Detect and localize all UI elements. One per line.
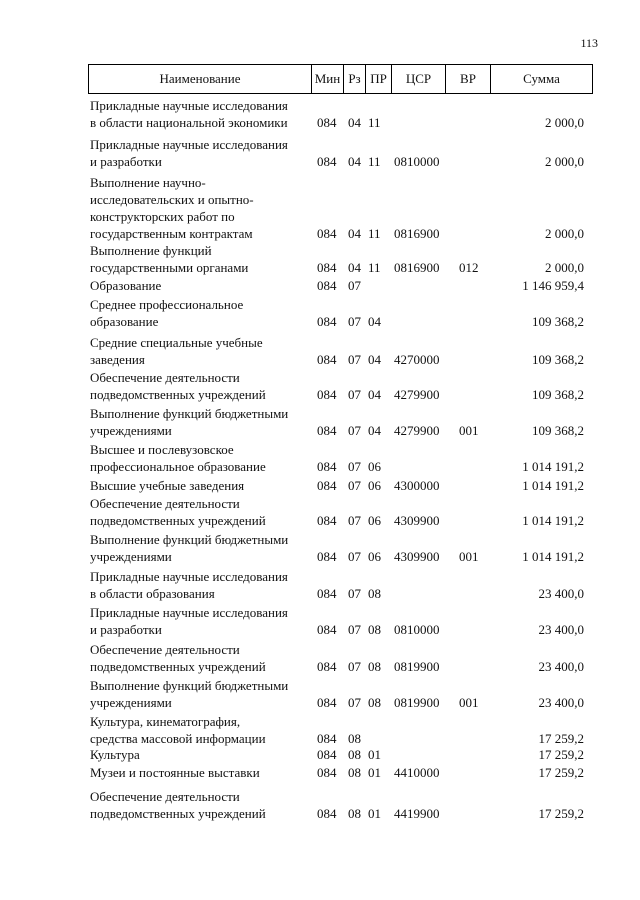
cell-pr: 06 [368,513,381,528]
cell-rz: 07 [348,278,361,293]
row-name-line: Обеспечение деятельности [90,370,240,385]
cell-csr: 4300000 [394,478,440,493]
cell-sum: 109 368,2 [532,423,584,438]
cell-rz: 07 [348,314,361,329]
row-name-line: в области национальной экономики [90,115,288,130]
cell-pr: 04 [368,352,381,367]
cell-csr: 0819900 [394,659,440,674]
cell-csr: 0819900 [394,695,440,710]
cell-sum: 23 400,0 [538,659,584,674]
cell-sum: 1 014 191,2 [522,513,584,528]
row-name [90,746,315,763]
row-name-line: Среднее профессиональное [90,297,244,312]
cell-sum: 1 014 191,2 [522,478,584,493]
cell-rz: 04 [348,260,361,275]
table-row [0,713,640,747]
row-name [90,97,315,131]
cell-sum: 17 259,2 [538,731,584,746]
header-pr: ПР [370,71,387,86]
cell-rz: 04 [348,115,361,130]
row-name-line: Выполнение функций [90,243,212,258]
cell-csr: 4279900 [394,387,440,402]
cell-pr: 04 [368,314,381,329]
table-row [0,604,640,638]
row-name [90,531,315,565]
header-vr: ВР [460,71,476,86]
cell-csr: 4410000 [394,765,440,780]
cell-sum: 1 014 191,2 [522,549,584,564]
table-row [0,242,640,276]
cell-min: 084 [317,731,337,746]
row-name-line: Высшее и послевузовское [90,442,234,457]
table-row [0,174,640,242]
row-name [90,495,315,529]
row-name [90,405,315,439]
cell-sum: 17 259,2 [538,806,584,821]
row-name-line: Прикладные научные исследования [90,98,288,113]
table-row [0,334,640,368]
cell-pr: 01 [368,806,381,821]
row-name-line: и разработки [90,154,162,169]
cell-min: 084 [317,478,337,493]
row-name-line: учреждениями [90,695,172,710]
cell-vr: 001 [459,423,479,438]
cell-pr: 01 [368,747,381,762]
cell-rz: 04 [348,154,361,169]
cell-min: 084 [317,314,337,329]
cell-pr: 06 [368,478,381,493]
cell-min: 084 [317,806,337,821]
cell-min: 084 [317,423,337,438]
table-row [0,568,640,602]
cell-pr: 08 [368,586,381,601]
row-name-line: Средние специальные учебные [90,335,263,350]
cell-min: 084 [317,513,337,528]
row-name-line: подведомственных учреждений [90,806,266,821]
cell-min: 084 [317,459,337,474]
row-name [90,713,315,747]
cell-min: 084 [317,387,337,402]
cell-rz: 08 [348,747,361,762]
row-name-line: Выполнение научно- [90,175,206,190]
row-name-line: государственным контрактам [90,226,253,241]
cell-sum: 109 368,2 [532,387,584,402]
cell-pr: 04 [368,423,381,438]
cell-rz: 07 [348,387,361,402]
cell-sum: 109 368,2 [532,314,584,329]
cell-sum: 17 259,2 [538,765,584,780]
cell-csr: 4309900 [394,513,440,528]
cell-pr: 01 [368,765,381,780]
cell-csr: 4419900 [394,806,440,821]
cell-csr: 4270000 [394,352,440,367]
cell-rz: 08 [348,731,361,746]
row-name-line: Высшие учебные заведения [90,478,245,493]
cell-sum: 23 400,0 [538,586,584,601]
cell-min: 084 [317,260,337,275]
row-name-line: учреждениями [90,423,172,438]
row-name [90,568,315,602]
cell-min: 084 [317,765,337,780]
row-name-line: Прикладные научные исследования [90,605,288,620]
cell-sum: 2 000,0 [545,260,584,275]
cell-rz: 07 [348,478,361,493]
row-name-line: Обеспечение деятельности [90,789,240,804]
cell-pr: 11 [368,260,381,275]
cell-sum: 23 400,0 [538,622,584,637]
cell-min: 084 [317,352,337,367]
row-name-line: подведомственных учреждений [90,387,266,402]
row-name-line: Выполнение функций бюджетными [90,532,289,547]
table-row [0,746,640,763]
table-row [0,677,640,711]
cell-csr: 0810000 [394,622,440,637]
row-name-line: Выполнение функций бюджетными [90,406,289,421]
table-row [0,405,640,439]
table-row [0,441,640,475]
cell-min: 084 [317,695,337,710]
row-name [90,764,315,781]
cell-rz: 07 [348,586,361,601]
cell-rz: 07 [348,352,361,367]
row-name-line: Образование [90,278,162,293]
row-name-line: средства массовой информации [90,731,266,746]
cell-min: 084 [317,278,337,293]
cell-rz: 07 [348,423,361,438]
cell-pr: 08 [368,622,381,637]
row-name [90,242,315,276]
cell-min: 084 [317,549,337,564]
row-name-line: подведомственных учреждений [90,659,266,674]
cell-csr: 4279900 [394,423,440,438]
table-row [0,495,640,529]
row-name [90,641,315,675]
cell-sum: 17 259,2 [538,747,584,762]
cell-rz: 08 [348,765,361,780]
cell-rz: 07 [348,459,361,474]
cell-pr: 11 [368,115,381,130]
cell-rz: 04 [348,226,361,241]
table-row [0,296,640,330]
cell-min: 084 [317,622,337,637]
cell-pr: 11 [368,154,381,169]
row-name [90,441,315,475]
cell-pr: 08 [368,695,381,710]
cell-pr: 06 [368,459,381,474]
row-name-line: Культура, кинематография, [90,714,241,729]
row-name [90,604,315,638]
row-name-line: Культура [90,747,140,762]
row-name-line: учреждениями [90,549,172,564]
table-row [0,641,640,675]
header-rz: Рз [348,71,361,86]
row-name-line: профессиональное образование [90,459,266,474]
cell-pr: 11 [368,226,381,241]
row-name-line: государственными органами [90,260,249,275]
row-name-line: образование [90,314,159,329]
row-name-line: Обеспечение деятельности [90,642,240,657]
row-name [90,277,315,294]
cell-csr: 0810000 [394,154,440,169]
cell-min: 084 [317,659,337,674]
cell-pr: 04 [368,387,381,402]
cell-rz: 07 [348,513,361,528]
cell-sum: 1 014 191,2 [522,459,584,474]
row-name-line: и разработки [90,622,162,637]
cell-rz: 07 [348,549,361,564]
cell-min: 084 [317,586,337,601]
cell-vr: 001 [459,695,479,710]
page-number: 113 [580,36,598,50]
cell-sum: 1 146 959,4 [522,278,584,293]
row-name-line: Прикладные научные исследования [90,569,288,584]
table-row [0,277,640,294]
row-name-line: в области образования [90,586,215,601]
cell-pr: 08 [368,659,381,674]
table-row [0,136,640,170]
cell-sum: 109 368,2 [532,352,584,367]
cell-min: 084 [317,226,337,241]
row-name-line: Обеспечение деятельности [90,496,240,511]
table-row [0,764,640,781]
cell-sum: 2 000,0 [545,115,584,130]
cell-rz: 07 [348,622,361,637]
cell-vr: 012 [459,260,479,275]
header-name: Наименование [159,71,241,86]
row-name-line: заведения [90,352,145,367]
row-name-line: исследовательских и опытно- [90,192,254,207]
row-name [90,174,315,242]
row-name-line: конструкторских работ по [90,209,235,224]
row-name [90,334,315,368]
row-name [90,677,315,711]
row-name [90,788,315,822]
header-csr: ЦСР [405,71,432,86]
header-sum: Сумма [523,71,560,86]
cell-csr: 4309900 [394,549,440,564]
cell-rz: 08 [348,806,361,821]
row-name [90,136,315,170]
row-name-line: Музеи и постоянные выставки [90,765,260,780]
table-row [0,788,640,822]
row-name-line: подведомственных учреждений [90,513,266,528]
cell-sum: 23 400,0 [538,695,584,710]
row-name-line: Выполнение функций бюджетными [90,678,289,693]
cell-pr: 06 [368,549,381,564]
cell-rz: 07 [348,659,361,674]
row-name [90,369,315,403]
row-name-line: Прикладные научные исследования [90,137,288,152]
cell-rz: 07 [348,695,361,710]
table-row [0,531,640,565]
table-row [0,97,640,131]
row-name [90,296,315,330]
cell-min: 084 [317,115,337,130]
row-name [90,477,315,494]
cell-csr: 0816900 [394,260,440,275]
table-row [0,369,640,403]
cell-sum: 2 000,0 [545,154,584,169]
cell-min: 084 [317,154,337,169]
cell-vr: 001 [459,549,479,564]
header-min: Мин [314,71,341,86]
cell-sum: 2 000,0 [545,226,584,241]
cell-min: 084 [317,747,337,762]
table-row [0,477,640,494]
cell-csr: 0816900 [394,226,440,241]
